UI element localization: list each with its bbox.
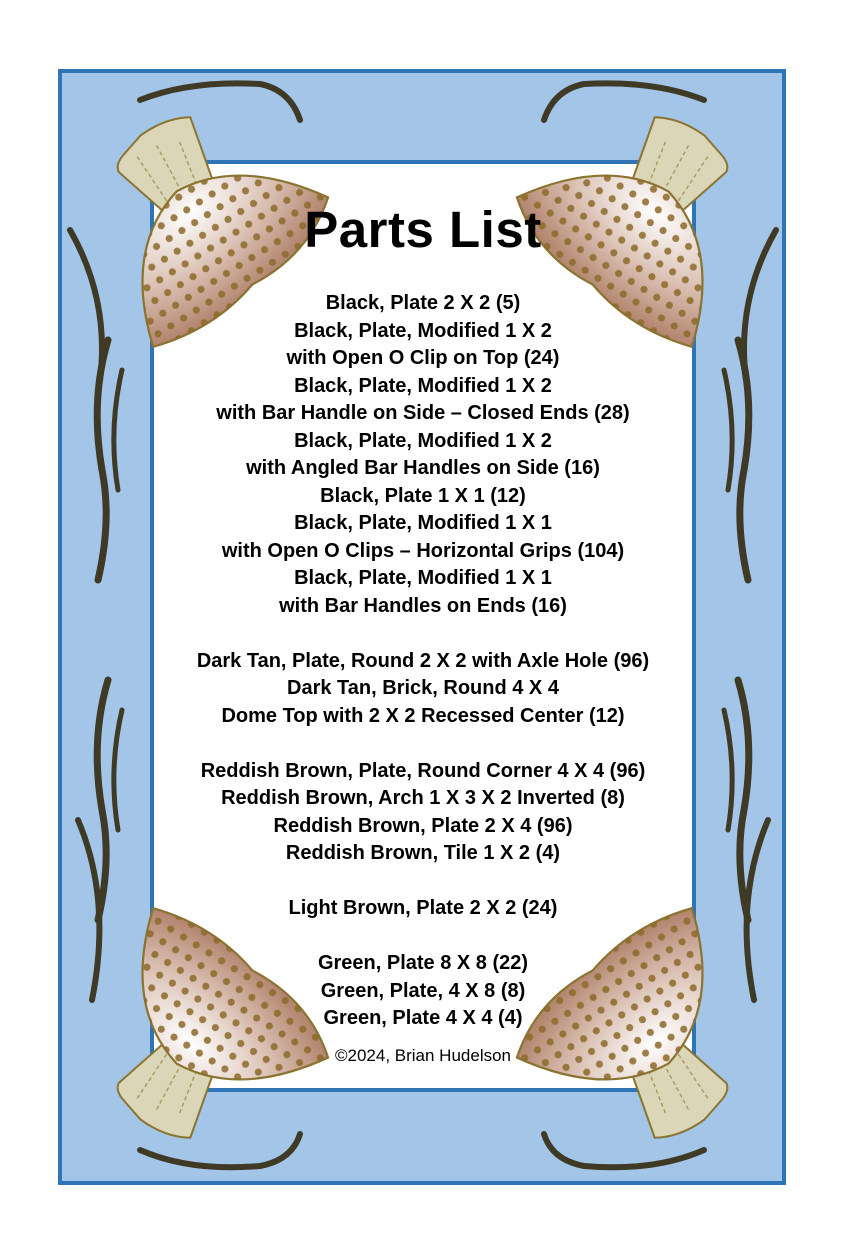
part-line: Black, Plate 1 X 1 (12) [320, 484, 526, 507]
part-line: Green, Plate, 4 X 8 (8) [320, 979, 526, 1002]
part-line: with Bar Handle on Side – Closed Ends (28) [216, 402, 630, 424]
part-line: Green, Plate 8 X 8 (22) [317, 952, 529, 974]
parts-list-content [150, 200, 696, 1066]
part-line: with Bar Handles on Ends (16) [279, 594, 567, 617]
part-line: Dark Tan, Brick, Round 4 X 4 [287, 677, 559, 699]
part-line: Reddish Brown, Plate 2 X 4 (96) [273, 814, 573, 837]
parts-group-light-brown [150, 895, 696, 923]
part-line: with Open O Clip on Top (24) [286, 347, 560, 369]
page-title: Parts List [304, 201, 542, 258]
parts-group-reddish-brown [150, 758, 696, 868]
vine-ornament-right [724, 230, 776, 1000]
part-line: Black, Plate, Modified 1 X 2 [294, 429, 552, 452]
part-line: Reddish Brown, Plate, Round Corner 4 X 4 (96) [200, 759, 646, 782]
part-line: Black, Plate 2 X 2 (5) [325, 292, 521, 314]
part-line: with Angled Bar Handles on Side (16) [246, 457, 600, 479]
part-line: Dome Top with 2 X 2 Recessed Center (12) [221, 704, 625, 727]
part-line: Light Brown, Plate 2 X 2 (24) [288, 897, 558, 919]
part-line: Green, Plate 4 X 4 (4) [323, 1007, 523, 1029]
part-line: with Open O Clips – Horizontal Grips (104) [221, 539, 625, 562]
part-line: Black, Plate, Modified 1 X 2 [294, 374, 552, 397]
part-line: Black, Plate, Modified 1 X 2 [294, 319, 552, 342]
part-line: Black, Plate, Modified 1 X 1 [294, 512, 552, 534]
parts-group-dark-tan [150, 648, 696, 731]
vine-ornament-left [70, 230, 122, 1000]
parts-group-green [150, 950, 696, 1033]
part-line: Reddish Brown, Arch 1 X 3 X 2 Inverted (8) [221, 787, 625, 809]
part-line: Black, Plate, Modified 1 X 1 [294, 567, 552, 589]
part-line: Dark Tan, Plate, Round 2 X 2 with Axle Hole (96) [196, 649, 650, 672]
parts-group-black [150, 290, 696, 620]
copyright-notice: ©2024, Brian Hudelson [334, 1046, 512, 1065]
part-line: Reddish Brown, Tile 1 X 2 (4) [285, 842, 561, 864]
parts-groups [150, 290, 696, 1033]
